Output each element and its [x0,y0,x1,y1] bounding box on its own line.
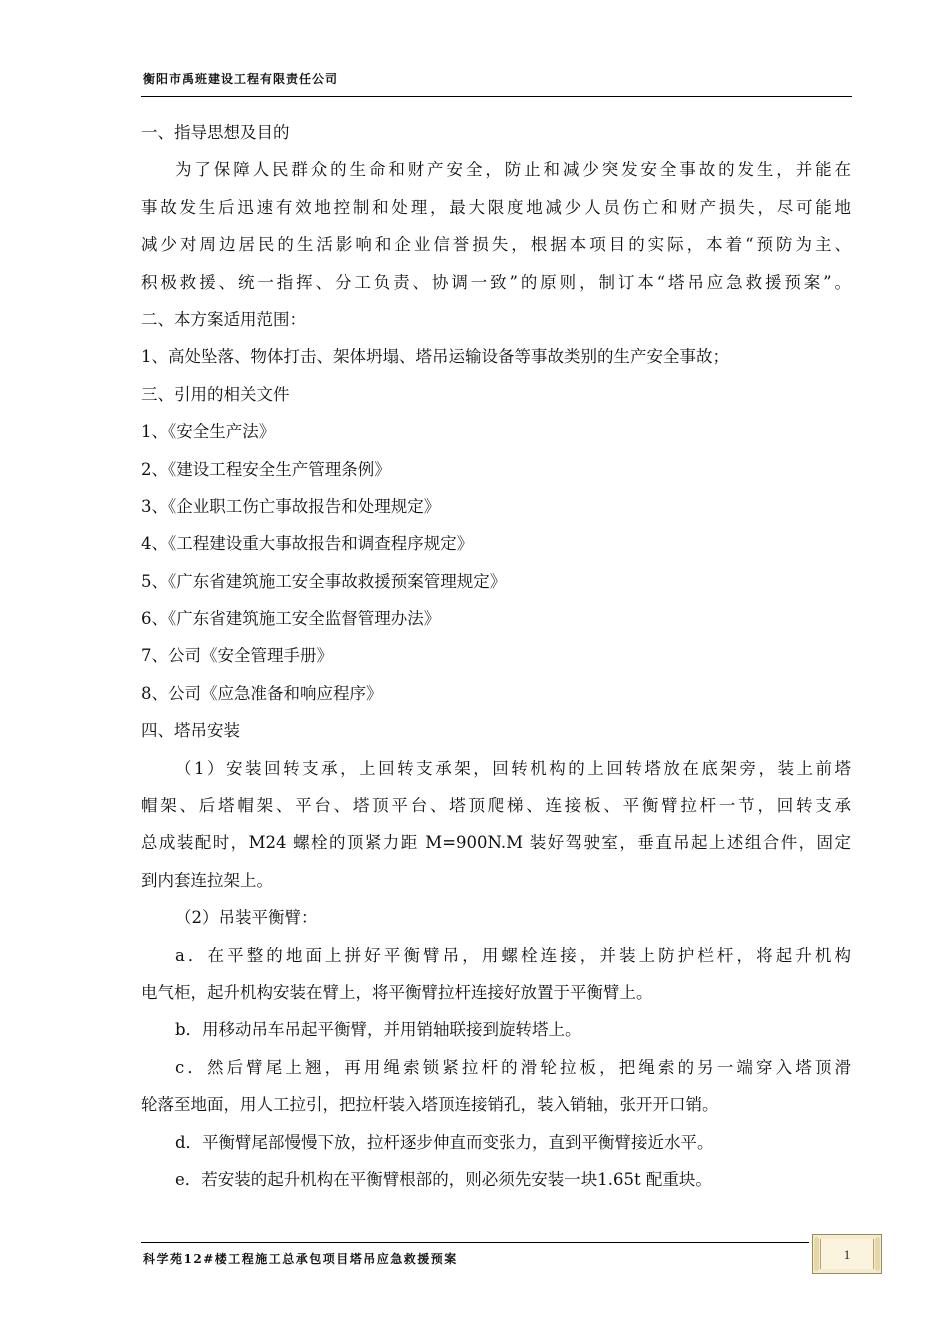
text-line: 为了保障人民群众的生命和财产安全，防止和减少突发安全事故的发生，并能在 [175,160,851,180]
text-line: 一、指导思想及目的 [141,123,290,142]
text-line: a．在平整的地面上拼好平衡臂吊，用螺栓连接，并装上防护栏杆，将起升机构 [175,945,851,965]
text-line: （2）吊装平衡臂： [175,908,318,928]
text-line: 2、《建设工程安全生产管理条例》 [141,459,391,479]
text-line: （1）安装回转支承，上回转支承架，回转机构的上回转塔放在底架旁，装上前塔 [175,758,851,778]
page-number: 1 [843,1247,851,1262]
text-line: b．用移动吊车吊起平衡臂，并用销轴联接到旋转塔上。 [175,1020,582,1040]
text-line: 6、《广东省建筑施工安全监督管理办法》 [141,609,441,629]
text-line: 帽架、后塔帽架、平台、塔顶平台、塔顶爬梯、连接板、平衡臂拉杆一节，回转支承 [141,796,851,816]
text-line: 1、《安全生产法》 [141,422,276,442]
text-line: 1、高处坠落、物体打击、架体坍塌、塔吊运输设备等事故类别的生产安全事故； [141,347,729,367]
text-line: 三、引用的相关文件 [141,384,290,404]
text-line: 事故发生后迅速有效地控制和处理，最大限度地减少人员伤亡和财产损失，尽可能地 [141,197,851,217]
text-line: 四、塔吊安装 [141,721,240,741]
text-line: c．然后臂尾上翘，再用绳索锁紧拉杆的滑轮拉板，把绳索的另一端穿入塔顶滑 [175,1057,851,1077]
footer-divider [141,1242,809,1243]
text-line: 7、公司《安全管理手册》 [141,646,333,666]
text-line: 到内套连拉架上。 [141,870,273,890]
footer-project-title: 科学苑12#楼工程施工总承包项目塔吊应急救援预案 [143,1252,458,1266]
text-line: 轮落至地面，用人工拉引，把拉杆装入塔顶连接销孔，装入销轴，张开开口销。 [141,1095,719,1115]
page-number-scroll-badge [812,1234,882,1274]
text-line: 5、《广东省建筑施工安全事故救援预案管理规定》 [141,571,507,591]
document-body [141,114,851,1198]
text-line: d．平衡臂尾部慢慢下放，拉杆逐步伸直而变张力，直到平衡臂接近水平。 [175,1132,714,1152]
text-line: e．若安装的起升机构在平衡臂根部的，则必须先安装一块1.65t 配重块。 [175,1169,712,1189]
text-line: 减少对周边居民的生活影响和企业信誉损失，根据本项目的实际，本着“预防为主、 [141,235,851,255]
text-line: 总成装配时，M24 螺栓的顶紧力距 M=900N.M 装好驾驶室，垂直吊起上述组合件，固定 [141,833,851,853]
text-line: 8、公司《应急准备和响应程序》 [141,683,383,703]
text-line: 4、《工程建设重大事故报告和调查程序规定》 [141,534,474,554]
header-company-name: 衡阳市禹班建设工程有限责任公司 [143,72,339,86]
text-line: 电气柜，起升机构安装在臂上，将平衡臂拉杆连接好放置于平衡臂上。 [141,982,653,1002]
header-divider [141,96,852,97]
text-line: 积极救援、统一指挥、分工负责、协调一致”的原则，制订本“塔吊应急救援预案”。 [141,272,851,292]
text-line: 3、《企业职工伤亡事故报告和处理规定》 [141,496,441,516]
text-line: 二、本方案适用范围： [141,309,306,329]
